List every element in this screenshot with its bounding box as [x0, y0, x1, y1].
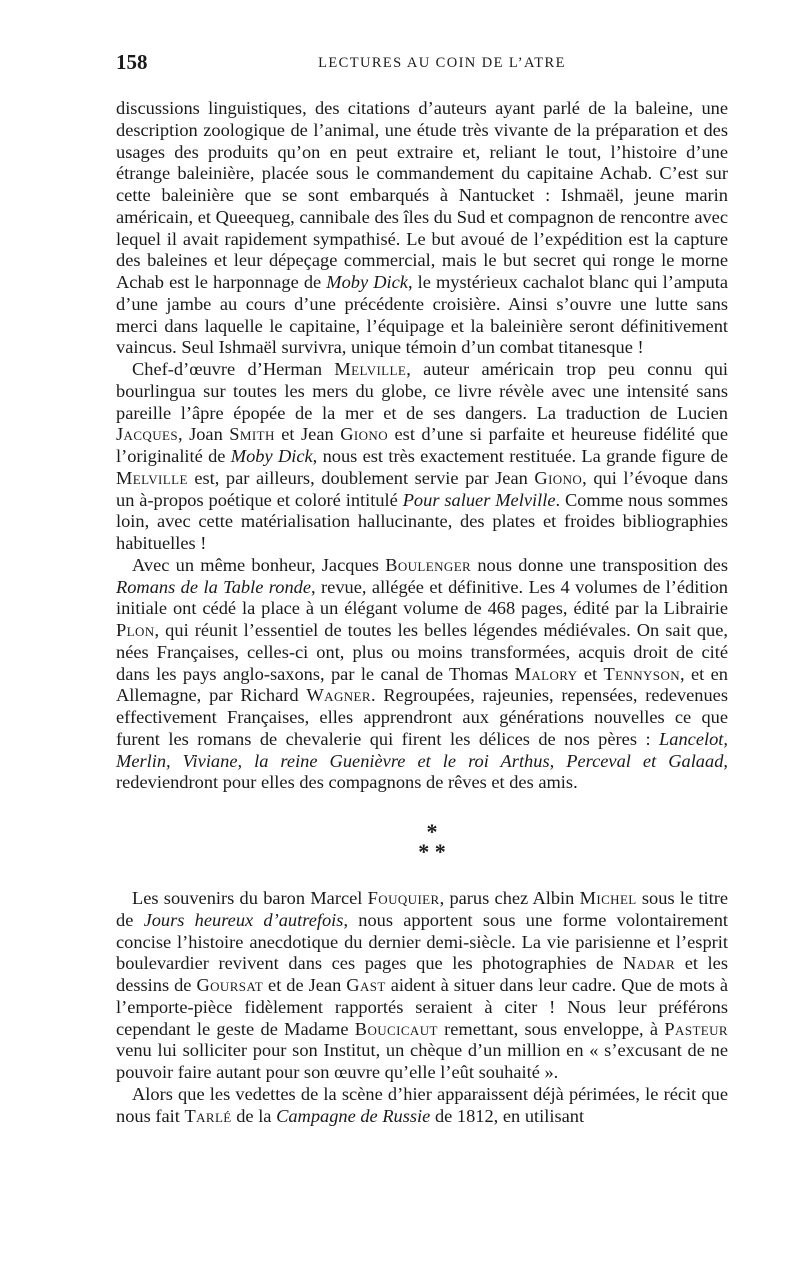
author-name: Melville: [116, 467, 188, 488]
text-run: Chef-d’œuvre d’Herman: [132, 359, 335, 379]
author-name: Giono: [340, 424, 388, 445]
section-separator: [116, 819, 728, 864]
author-name: Goursat: [196, 975, 264, 995]
text-run: Les souvenirs du baron Marcel: [132, 888, 368, 908]
page-number: 158: [116, 50, 148, 74]
author-name: Boulenger: [385, 554, 472, 575]
text-run: et les dessins de: [116, 953, 728, 995]
text-run: Avec un même bonheur, Jacques: [132, 554, 386, 575]
paragraph: [116, 1084, 728, 1128]
paragraph: [116, 98, 728, 359]
text-run: Alors que les vedettes de la scène d’hier apparaissent déjà périmées, le récit que nous fait: [116, 1083, 728, 1126]
text-run: , redeviendront pour elles des compagnons de rêves et des amis.: [116, 750, 728, 793]
title-moby-dick: Moby Dick: [230, 446, 313, 466]
text-run: de la: [231, 1105, 277, 1126]
paragraph: [116, 555, 728, 794]
text-run: et: [577, 663, 604, 684]
author-name: Nadar: [623, 953, 676, 974]
text-run: et de Jean: [263, 975, 347, 995]
separator-star-bottom: * *: [418, 839, 446, 864]
separator-star-top: *: [426, 819, 438, 844]
text-run: venu lui solliciter pour son Institut, un chèque d’un million en « s’excusant de ne pouvoir faire autant pour son œuvre qu’elle l’eût souhaité ».: [116, 1040, 728, 1082]
title-romans: Romans de la Table ronde: [116, 576, 312, 597]
text-run: , revue, allégée et définitive. Les 4 volumes de l’édition initiale ont cédé la place à un élégant volume de 468 pages, édité par la Librairie: [116, 576, 728, 619]
text-run: , nous apportent sous une forme volontairement concise l’histoire anecdotique du dernier demi-siècle. La vie parisienne et l’esprit boulevardier revivent dans ces pages que les photographies de: [116, 909, 728, 974]
text-run: . Regroupées, rajeunies, repensées, redevenues effectivement Françaises, elles apprendront aux générations nouvelles ce que furent les romans de chevalerie qui firent les délices de nos pères :: [116, 685, 728, 749]
text-run: , et en Allemagne, par Richard: [116, 663, 728, 706]
author-name: Melville: [334, 359, 407, 379]
text-run: , Joan: [177, 424, 230, 445]
publisher-name: Michel: [579, 888, 637, 908]
text-run: discussions linguistiques, des citations d’auteurs ayant parlé de la baleine, une description zoologique de l’animal, une étude très vivante de la préparation et des usages des produits qu’on en peut extraire et, reliant le tout, l’histoire d’une étrange baleinière, placée sous le commandement du capitaine Achab. C’est sur cette baleinière que se sont embarqués à Nantucket : Ishmaël, jeune marin américain, et Queequeg, cannibale des îles du Sud et compagnon de rencontre avec lequel il avait rapidement sympathisé. Le but avoué de l’expédition est la capture des baleines et leur dépeçage commercial, mais le but secret qui ronge le morne Achab est le harponnage de: [116, 98, 728, 292]
author-name: Wagner: [306, 685, 371, 706]
text-run: est, par ailleurs, doublement servie par Jean: [187, 467, 535, 488]
text-run: et Jean: [274, 424, 341, 445]
text-run: , le mystérieux cachalot blanc qui l’amputa d’une jambe au cours d’une précédente croisière. Ainsi s’ouvre une lutte sans merci dans laquelle le capitaine, l’équipage et la baleinière seront définitivement vaincus. Seul Ishmaël survivra, unique témoin d’un combat titanesque !: [116, 272, 728, 358]
person-name: Boucicaut: [354, 1018, 438, 1039]
author-name: Fouquier: [367, 888, 440, 908]
author-name: Jacques: [116, 424, 178, 445]
publisher-name: Plon: [116, 620, 155, 640]
title-pour-saluer-melville: Pour saluer Melville: [402, 489, 556, 510]
text-run: est d’une si parfaite et heureuse fidélité que l’originalité de: [116, 424, 729, 466]
person-name: Pasteur: [664, 1018, 728, 1039]
author-name: Tarlé: [184, 1105, 232, 1126]
body-text: [116, 98, 728, 1127]
paragraph: [116, 888, 728, 1084]
title-moby-dick: Moby Dick: [326, 272, 408, 292]
text-run: . Comme nous sommes loin, avec cette matérialisation hallucinante, des plates et froides bibliographies habituelles !: [116, 489, 728, 553]
character-names: Lancelot, Merlin, Viviane, la reine Guenièvre et le roi Arthus, Perceval et Galaad: [116, 728, 728, 771]
text-run: sous le titre de: [116, 888, 728, 930]
text-run: , nous est très exactement restituée. La grande figure de: [312, 446, 728, 466]
title-campagne: Campagne de Russie: [276, 1105, 431, 1126]
page-header: [116, 50, 728, 80]
author-name: Malory: [514, 663, 578, 684]
author-name: Giono: [534, 467, 583, 488]
text-run: , auteur américain trop peu connu qui bourlingua sur toutes les mers du globe, ce livre révèle avec une intensité sans pareille l’âpre épopée de la mer et de ses dangers. La traduction de Lucien: [116, 359, 728, 423]
paragraph: [116, 359, 728, 555]
text-run: , parus chez Albin: [439, 888, 580, 908]
author-name: Gast: [346, 975, 386, 995]
text-run: , qui l’évoque dans un à-propos poétique et coloré intitulé: [116, 467, 728, 510]
author-name: Tennyson: [603, 663, 681, 684]
text-run: remettant, sous enveloppe, à: [437, 1018, 665, 1039]
running-title: LECTURES AU COIN DE L’ATRE: [318, 55, 566, 71]
text-run: de 1812, en utilisant: [430, 1105, 585, 1126]
text-run: , qui réunit l’essentiel de toutes les belles légendes médiévales. On sait que, nées Françaises, celles-ci ont, plus ou moins transformées, acquis droit de cité dans les pays anglo-saxons, par le canal de Thomas: [116, 620, 728, 684]
text-run: nous donne une transposition des: [471, 554, 728, 575]
text-run: aident à situer dans leur cadre. Que de mots à l’emporte-pièce fidèlement rapportés seraient à citer ! Nous leur préférons cependant le geste de Madame: [116, 975, 729, 1039]
title-jours-heureux: Jours heureux d’autrefois: [143, 909, 344, 930]
author-name: Smith: [229, 424, 275, 445]
